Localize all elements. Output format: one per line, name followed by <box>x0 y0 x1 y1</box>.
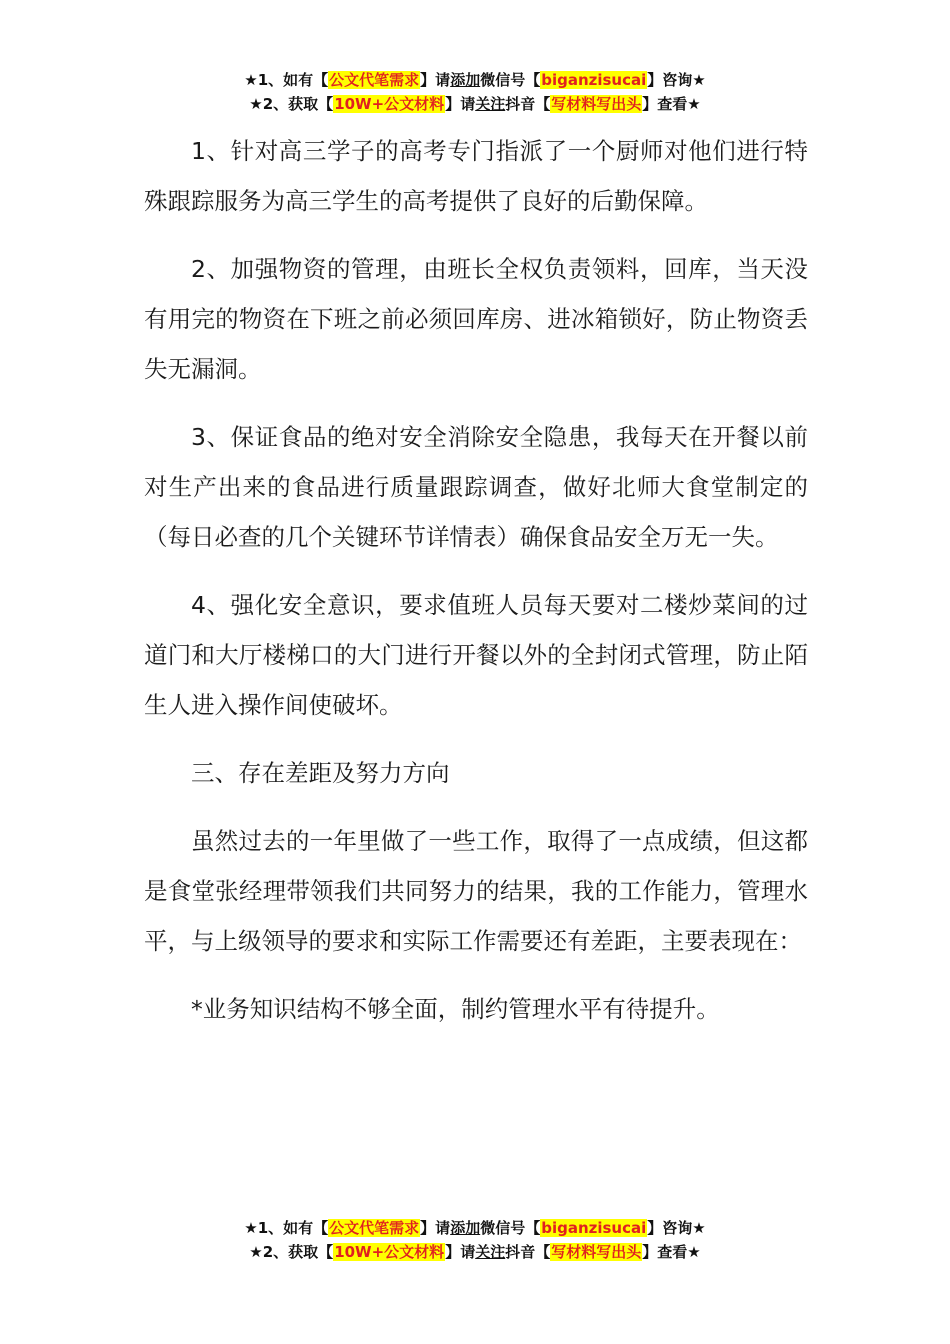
document-body <box>144 126 808 1052</box>
highlight-wechat-id: biganzisucai <box>541 71 647 89</box>
highlight-douyin: 写材料写出头 <box>551 95 642 113</box>
paragraph-2: 2、加强物资的管理，由班长全权负责领料，回库，当天没有用完的物资在下班之前必须回库房、进冰箱锁好，防止物资丢失无漏洞。 <box>144 255 808 383</box>
banner-line-2: ★2、获取【10W+公文材料】请关注抖音【写材料写出头】查看★ <box>249 95 701 113</box>
paragraph-1: 1、针对高三学子的高考专门指派了一个厨师对他们进行特殊跟踪服务为高三学生的高考提供了良好的后勤保障。 <box>144 137 808 215</box>
highlight-materials: 10W+公文材料 <box>334 1243 445 1261</box>
highlight-wechat-id: biganzisucai <box>541 1219 647 1237</box>
highlight-service: 公文代笔需求 <box>329 1219 420 1237</box>
banner-line-1: ★1、如有【公文代笔需求】请添加微信号【biganzisucai】咨询★ <box>244 71 706 89</box>
banner-line-1: ★1、如有【公文代笔需求】请添加微信号【biganzisucai】咨询★ <box>244 1219 706 1237</box>
footer-banner <box>0 1216 950 1264</box>
paragraph-5: 虽然过去的一年里做了一些工作，取得了一点成绩，但这都是食堂张经理带领我们共同努力的结果，我的工作能力，管理水平，与上级领导的要求和实际工作需要还有差距，主要表现在： <box>144 827 808 955</box>
highlight-service: 公文代笔需求 <box>329 71 420 89</box>
header-banner <box>0 68 950 116</box>
highlight-materials: 10W+公文材料 <box>334 95 445 113</box>
bullet-item: *业务知识结构不够全面，制约管理水平有待提升。 <box>191 995 720 1023</box>
banner-line-2: ★2、获取【10W+公文材料】请关注抖音【写材料写出头】查看★ <box>249 1243 701 1261</box>
paragraph-3: 3、保证食品的绝对安全消除安全隐患，我每天在开餐以前对生产出来的食品进行质量跟踪调查，做好北师大食堂制定的（每日必查的几个关键环节详情表）确保食品安全万无一失。 <box>144 423 808 551</box>
section-heading: 三、存在差距及努力方向 <box>191 759 450 787</box>
paragraph-4: 4、强化安全意识，要求值班人员每天要对二楼炒菜间的过道门和大厅楼梯口的大门进行开餐以外的全封闭式管理，防止陌生人进入操作间使破坏。 <box>144 591 808 719</box>
highlight-douyin: 写材料写出头 <box>551 1243 642 1261</box>
